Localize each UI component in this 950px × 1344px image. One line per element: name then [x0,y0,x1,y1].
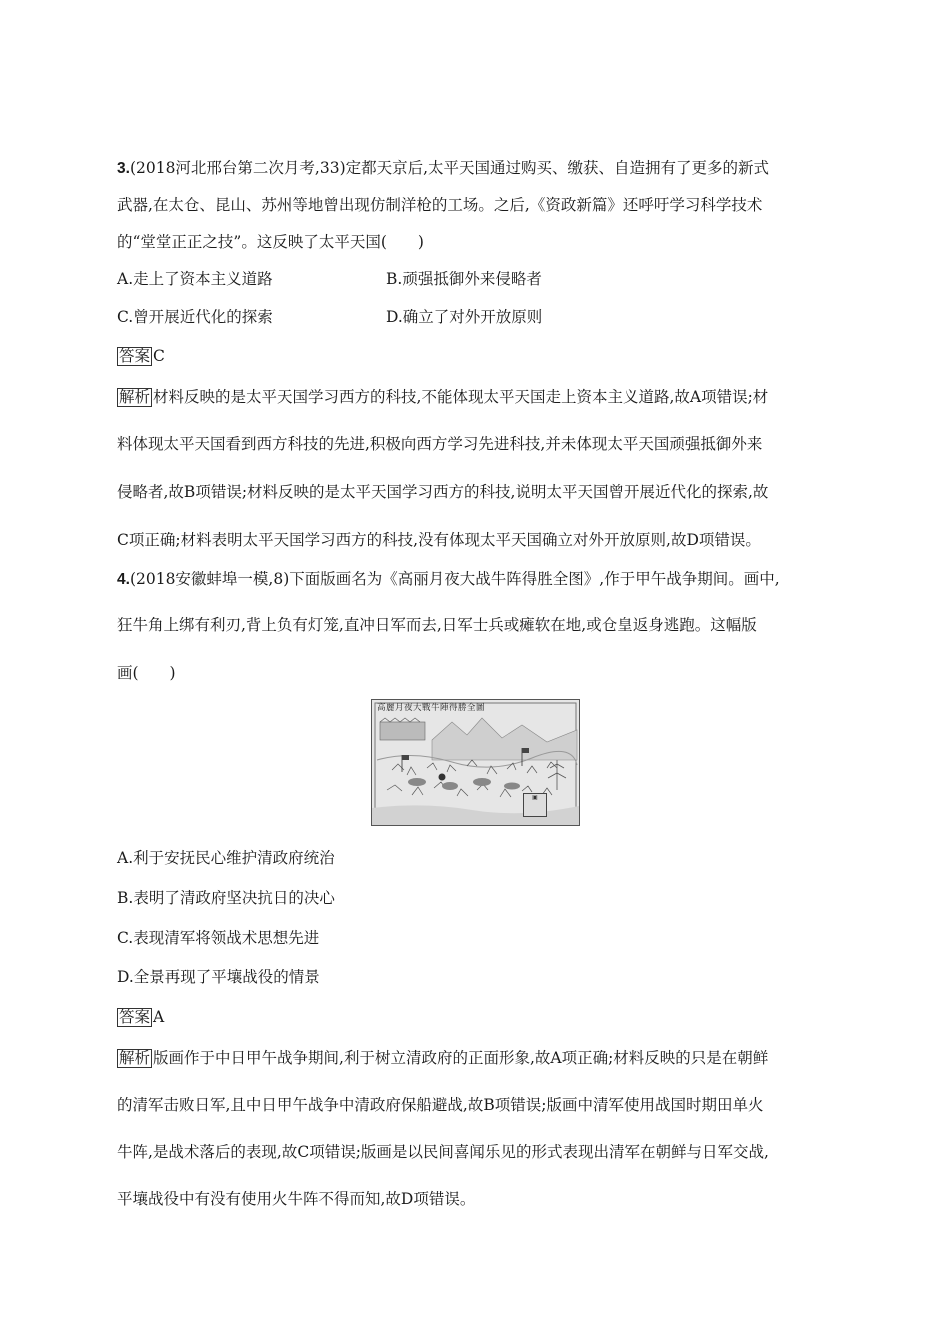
q3-stem-line-1: 3.(2018河北邢台第二次月考,33)定都天京后,太平天国通过购买、缴获、自造拥有了更多的新式 [117,159,770,177]
q3-number: 3. [117,160,130,177]
q4-option-c: C.表现清军将领战术思想先进 [117,929,320,947]
woodblock-print-title: 高麗月夜大戰牛陣得勝全圖 [377,703,486,713]
print-seal-icon: ▣ [523,793,547,817]
q4-answer [117,1006,840,1028]
q4-stem-line-2: 狂牛角上绑有利刃,背上负有灯笼,直冲日军而去,日军士兵或瘫软在地,或仓皇返身逃跑。这幅版 [117,616,757,634]
q4-option-d: D.全景再现了平壤战役的情景 [117,968,320,986]
q3-stem-line-2: 武器,在太仓、昆山、苏州等地曾出现仿制洋枪的工场。之后,《资政新篇》还呼吁学习科学技术 [117,196,763,214]
q3-option-a: A.走上了资本主义道路 [117,270,273,288]
q4-number: 4. [117,571,130,588]
q4-stem-line-1: 4.(2018安徽蚌埠一模,8)下面版画名为《高丽月夜大战牛阵得胜全图》,作于甲午战争期间。画中, [117,570,780,588]
q3-analysis-label: 解析 [119,388,151,406]
q4-answer-label: 答案 [119,1008,151,1026]
q4-stem-line-3: 画( ) [117,664,176,682]
q3-option-c: C.曾开展近代化的探索 [117,308,273,326]
q3-analysis-line-1: 解析 材料反映的是太平天国学习西方的科技,不能体现太平天国走上资本主义道路,故A项错误;材 [119,388,769,406]
q3-option-d: D.确立了对外开放原则 [386,308,543,326]
q3-answer-value: C [153,347,165,365]
woodblock-print-drawing [372,700,579,825]
q4-analysis-line-1: 解析 版画作于中日甲午战争期间,利于树立清政府的正面形象,故A项正确;材料反映的只是在朝鲜 [119,1049,769,1067]
q4-analysis-label: 解析 [119,1049,151,1067]
q4-option-a: A.利于安抚民心维护清政府统治 [117,849,335,867]
q4-answer-value: A [153,1008,165,1026]
q3-analysis-line-2: 料体现太平天国看到西方科技的先进,积极向西方学习先进科技,并未体现太平天国顽强抵御外来 [117,435,763,453]
q4-analysis-line-2: 的清军击败日军,且中日甲午战争中清政府保船避战,故B项错误;版画中清军使用战国时期田单火 [117,1096,764,1114]
woodblock-print-image [371,699,580,826]
q4-option-b: B.表明了清政府坚决抗日的决心 [117,889,335,907]
q4-analysis-line-3: 牛阵,是战术落后的表现,故C项错误;版画是以民间喜闻乐见的形式表现出清军在朝鲜与日军交战, [117,1143,769,1161]
q3-analysis-line-3: 侵略者,故B项错误;材料反映的是太平天国学习西方的科技,说明太平天国曾开展近代化的探索,故 [117,483,769,501]
q4-analysis-line-4: 平壤战役中有没有使用火牛阵不得而知,故D项错误。 [117,1190,476,1208]
q3-analysis-line-4: C项正确;材料表明太平天国学习西方的科技,没有体现太平天国确立对外开放原则,故D项错误。 [117,531,761,549]
q3-answer-label: 答案 [119,347,151,365]
q3-stem-line-3: 的“堂堂正正之技”。这反映了太平天国( ) [117,233,424,251]
q3-option-b: B.顽强抵御外来侵略者 [386,270,542,288]
q3-answer [117,345,840,367]
